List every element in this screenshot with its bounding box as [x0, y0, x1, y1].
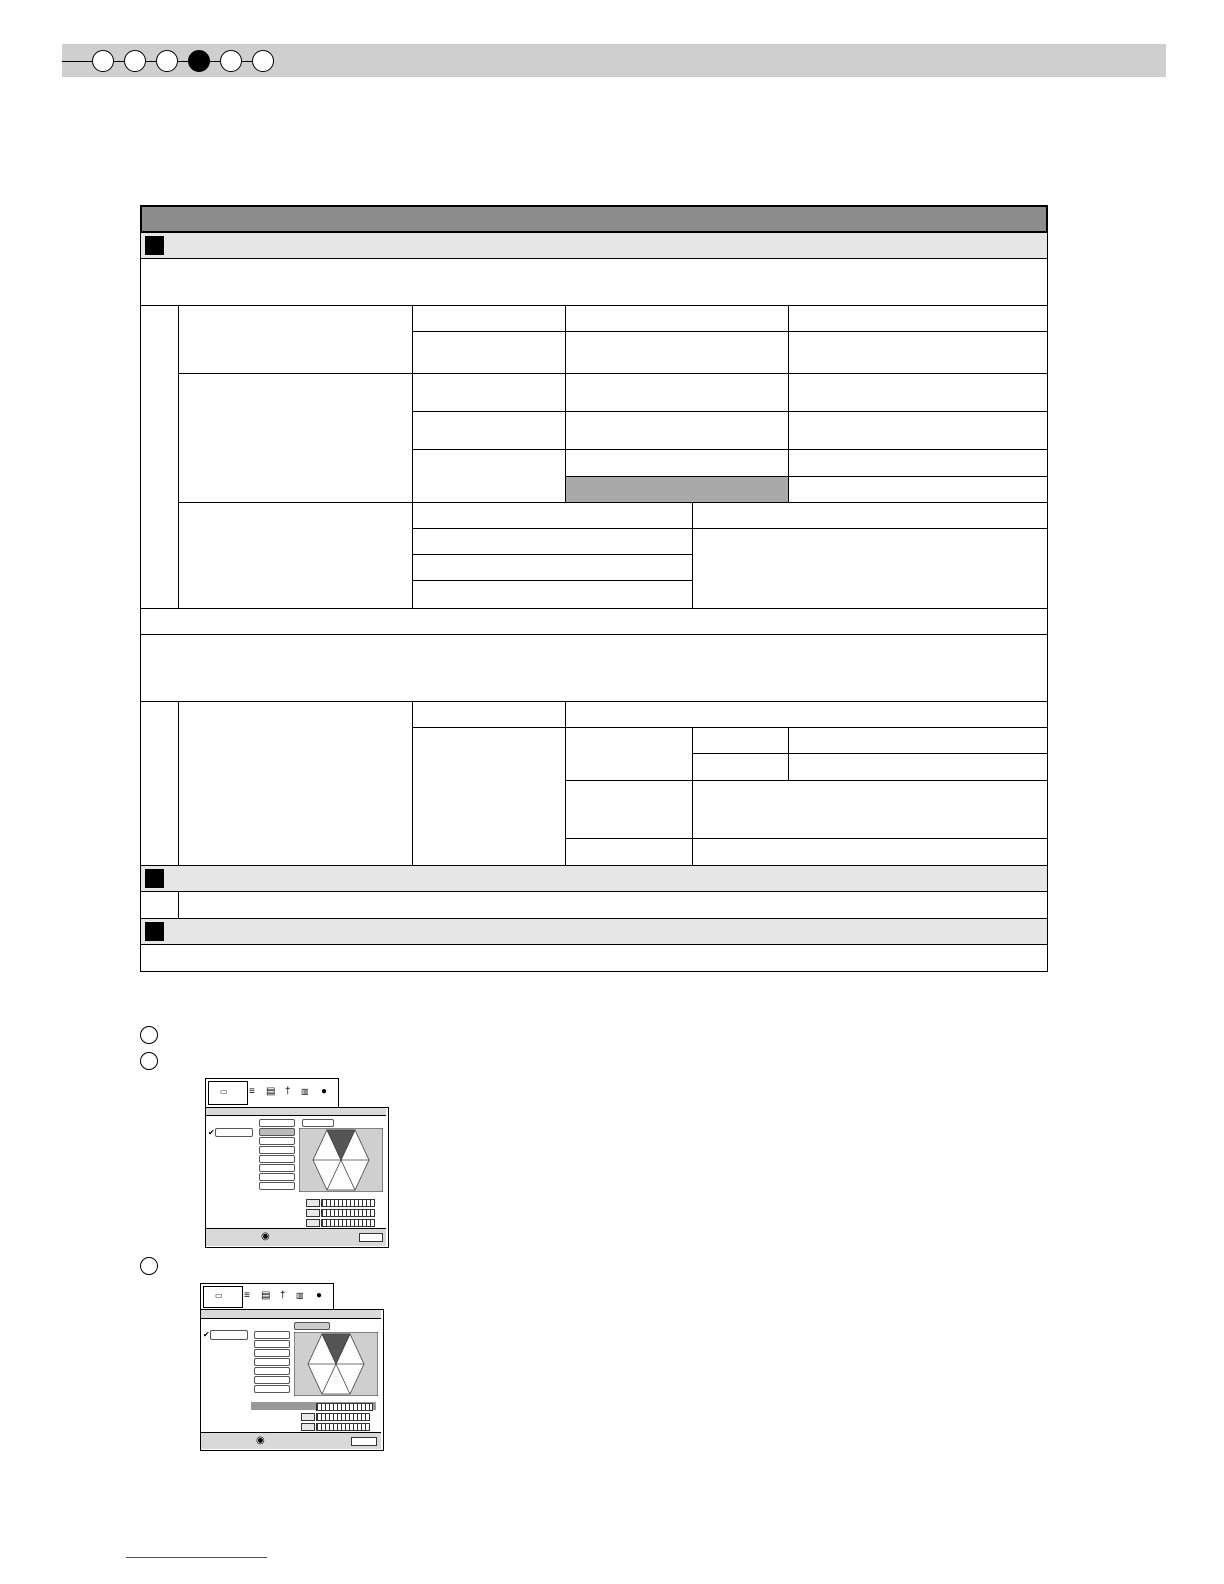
row-label-1 [178, 305, 413, 374]
saturation-slider [321, 1209, 375, 1217]
menu-body [205, 1107, 389, 1248]
picture-tab [208, 1081, 248, 1105]
row-label-2 [178, 373, 413, 503]
hdmi-icon: ▥ [301, 1087, 309, 1096]
exit-button [351, 1437, 377, 1446]
menu-footer [201, 1432, 381, 1449]
adjust-icon: ≡ [249, 1086, 255, 1097]
brightness-slider [316, 1423, 370, 1431]
display-icon: ▤ [266, 1086, 276, 1097]
adjust-label [301, 1423, 315, 1431]
step-circle-2 [124, 50, 146, 72]
back-button-icon: ◉ [256, 1435, 265, 1446]
back-button-icon: ◉ [261, 1231, 270, 1242]
cell [788, 753, 1048, 781]
cell [788, 449, 1048, 477]
section-marker-2 [145, 869, 164, 888]
cell [788, 373, 1048, 412]
cell [412, 727, 566, 866]
step-circle-3 [156, 50, 178, 72]
checkmark-icon: ✔ [208, 1128, 215, 1137]
step-number-circle-1 [140, 1026, 158, 1044]
menu-screenshot-1 [205, 1078, 387, 1246]
display-icon: ▤ [261, 1290, 271, 1301]
cell [788, 305, 1048, 332]
color-name-box [294, 1322, 330, 1330]
menu-option [259, 1173, 295, 1181]
note-row [140, 608, 1048, 635]
color-hexagon [294, 1332, 378, 1396]
menu-option [254, 1340, 290, 1348]
adjust-label [306, 1209, 320, 1217]
menu-option [254, 1376, 290, 1384]
hue-slider [316, 1403, 373, 1411]
info-icon: ● [316, 1290, 323, 1301]
adjust-label [301, 1413, 315, 1421]
brightness-slider [321, 1219, 375, 1227]
step-number-circle-2 [140, 1052, 158, 1070]
cell [692, 780, 1048, 839]
menu-title-band [201, 1310, 381, 1319]
cell [178, 891, 1048, 919]
menu-footer [206, 1228, 386, 1246]
cell [412, 580, 693, 609]
menu-title-band [206, 1108, 386, 1116]
cell [412, 502, 693, 529]
cell [692, 838, 1048, 866]
cell [565, 727, 693, 781]
cell [412, 554, 693, 581]
picture-tab [203, 1286, 243, 1308]
group-1-marker-column [140, 305, 179, 609]
cell [788, 476, 1048, 503]
menu-option [259, 1146, 295, 1154]
info-icon: ● [321, 1086, 328, 1097]
section-marker-3 [145, 922, 164, 941]
menu-option [259, 1164, 295, 1172]
cell [692, 753, 789, 781]
step-circle-4-current [188, 50, 210, 72]
table-header [140, 205, 1048, 233]
setup-icon: † [280, 1290, 286, 1301]
cell [565, 331, 789, 374]
row-label-4 [178, 701, 413, 866]
section-band-2 [140, 865, 1048, 892]
cell [692, 528, 1048, 609]
step-circle-5 [220, 50, 242, 72]
section-band-1 [140, 232, 1048, 259]
menu-option [254, 1358, 290, 1366]
cell [412, 373, 566, 412]
cell [412, 305, 566, 332]
cell [565, 449, 789, 477]
menu-option [215, 1128, 253, 1137]
menu-option [259, 1119, 295, 1127]
row-label-3 [178, 502, 413, 609]
menu-option [259, 1155, 295, 1163]
menu-option [254, 1349, 290, 1357]
color-name-box [302, 1119, 334, 1127]
adjust-label [306, 1219, 320, 1227]
cell [788, 411, 1048, 450]
cell [565, 305, 789, 332]
adjust-icon: ≡ [244, 1290, 250, 1301]
menu-screenshot-2 [200, 1283, 382, 1451]
saturation-slider [316, 1413, 370, 1421]
exit-button [359, 1233, 383, 1242]
section-1-description [140, 258, 1048, 306]
menu-option [254, 1331, 290, 1339]
color-hexagon [299, 1128, 383, 1192]
section-marker-1 [145, 236, 164, 255]
cell [565, 373, 789, 412]
highlighted-cell [565, 476, 789, 503]
checkmark-icon: ✔ [203, 1330, 210, 1339]
picture-icon: ▭ [220, 1087, 228, 1096]
menu-option [210, 1330, 248, 1340]
cell [412, 528, 693, 555]
hue-slider [321, 1199, 375, 1207]
footer-link-underline [126, 1557, 267, 1558]
cell [788, 331, 1048, 374]
cell [565, 411, 789, 450]
step-circle-1 [92, 50, 114, 72]
cell [412, 701, 566, 728]
menu-option [254, 1385, 290, 1393]
cell [692, 727, 789, 754]
cell [412, 411, 566, 450]
cell [565, 701, 1048, 728]
cell [412, 331, 566, 374]
section-3-description [140, 944, 1048, 972]
cell [565, 838, 693, 866]
cell [692, 502, 1048, 529]
menu-body [200, 1309, 384, 1451]
picture-icon: ▭ [215, 1291, 223, 1300]
menu-option-selected [259, 1128, 295, 1136]
group-2-marker-column [140, 701, 179, 866]
section-band-3 [140, 918, 1048, 945]
menu-option [254, 1367, 290, 1375]
cell [565, 780, 693, 839]
menu-option [259, 1137, 295, 1145]
step-circle-6 [252, 50, 274, 72]
cell [140, 891, 179, 919]
cell [412, 449, 566, 503]
step-number-circle-3 [140, 1257, 158, 1275]
section-1b-description [140, 634, 1048, 702]
cell [788, 727, 1048, 754]
setup-icon: † [285, 1086, 291, 1097]
menu-option [259, 1182, 295, 1190]
adjust-label [306, 1199, 320, 1207]
hdmi-icon: ▥ [296, 1291, 304, 1300]
